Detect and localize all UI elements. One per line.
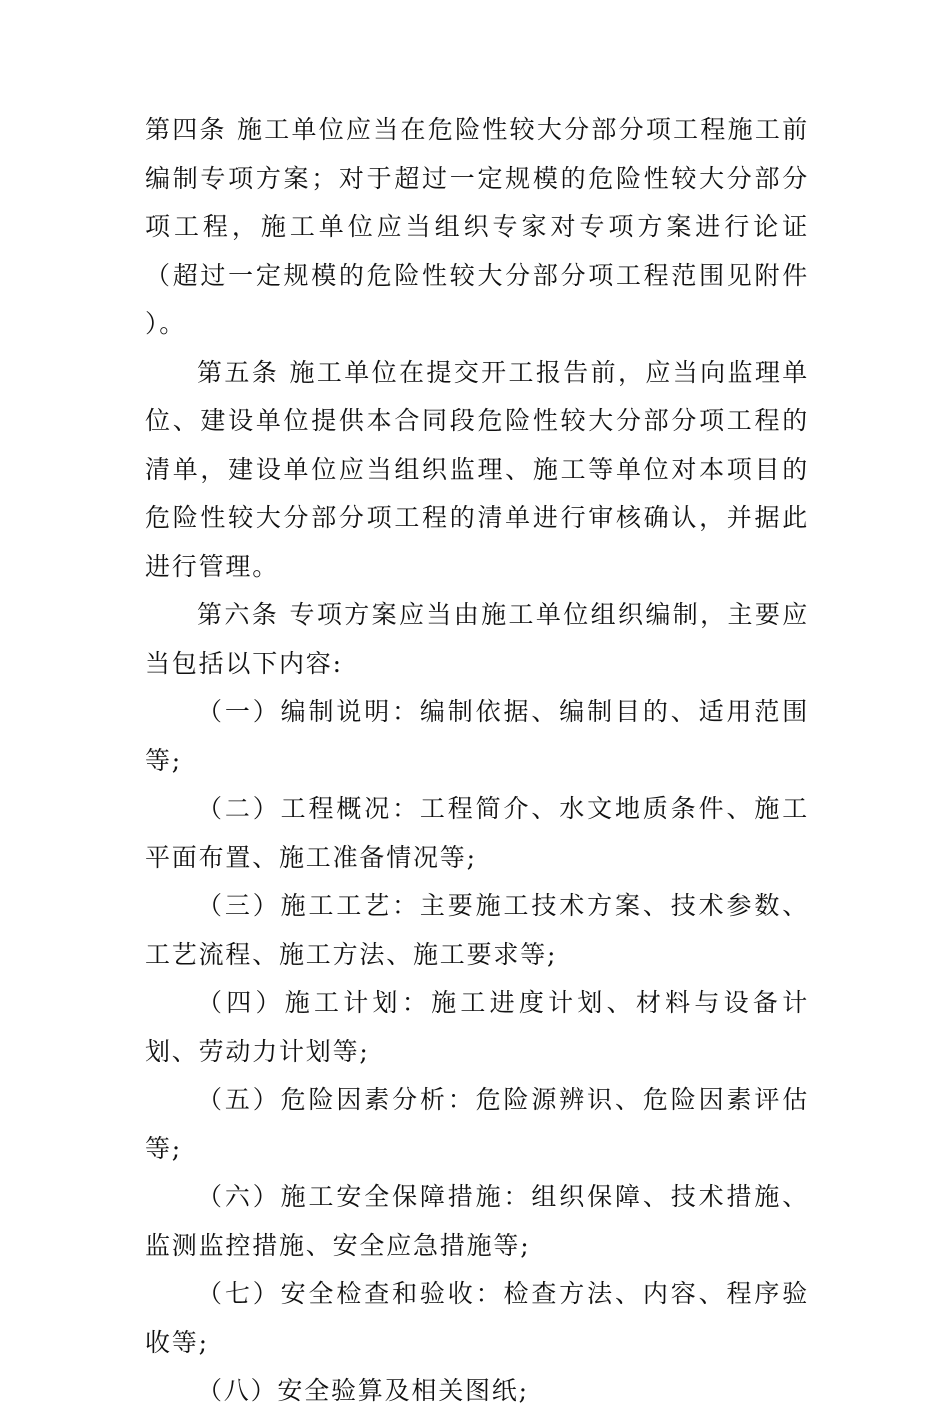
list-item-8: （八）安全验算及相关图纸; (197, 1376, 529, 1405)
list-item-3: （三）施工工艺：主要施工技术方案、技术参数、工艺流程、施工方法、施工要求等; (145, 891, 809, 969)
list-item-6: （六）施工安全保障措施：组织保障、技术措施、监测监控措施、安全应急措施等; (145, 1182, 809, 1260)
paragraph-article-4: 第四条 施工单位应当在危险性较大分部分项工程施工前编制专项方案；对于超过一定规模的危险性较大分部分项工程，施工单位应当组织专家对专项方案进行论证（超过一定规模的危险性较大分部分项工程范围见附件 ）。 (145, 115, 809, 338)
paragraph-article-6: 第六条 专项方案应当由施工单位组织编制，主要应当包括以下内容: (145, 600, 809, 678)
document-page (145, 106, 809, 1416)
paragraph-article-5: 第五条 施工单位在提交开工报告前，应当向监理单位、建设单位提供本合同段危险性较大分部分项工程的清单，建设单位应当组织监理、施工等单位对本项目的危险性较大分部分项工程的清单进行审核确认，并据此进行管理。 (145, 357, 809, 581)
list-item-4: （四）施工计划：施工进度计划、材料与设备计划、劳动力计划等; (145, 988, 809, 1066)
list-item-2: （二）工程概况：工程简介、水文地质条件、施工平面布置、施工准备情况等; (145, 794, 809, 872)
list-item-1: （一）编制说明：编制依据、编制目的、适用范围等; (145, 697, 809, 775)
list-item-5: （五）危险因素分析：危险源辨识、危险因素评估等; (145, 1085, 809, 1163)
list-item-7: （七）安全检查和验收：检查方法、内容、程序验收等; (145, 1279, 809, 1357)
